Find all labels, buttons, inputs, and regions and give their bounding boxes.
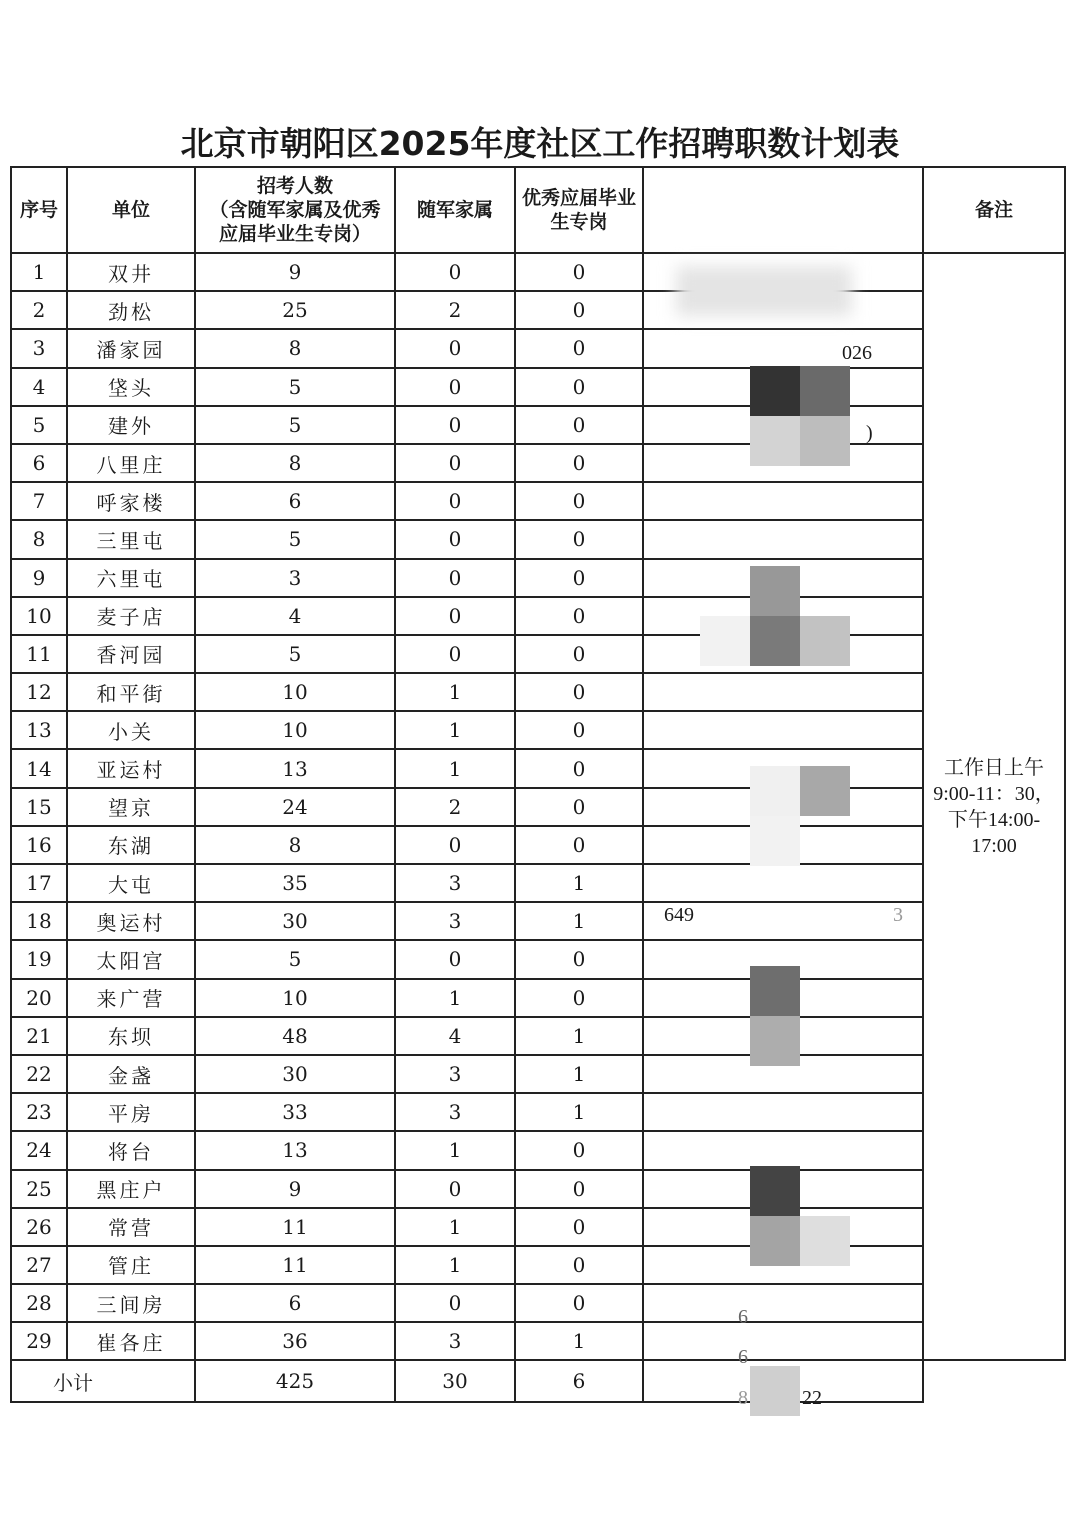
- row-quota: 4: [195, 597, 395, 635]
- row-military: 0: [395, 444, 515, 482]
- row-military: 3: [395, 902, 515, 940]
- row-graduate: 0: [515, 1284, 643, 1322]
- row-graduate: 0: [515, 329, 643, 367]
- table-row: [11, 979, 1065, 1017]
- row-index: 5: [11, 406, 67, 444]
- row-quota: 6: [195, 1284, 395, 1322]
- row-graduate: 0: [515, 253, 643, 291]
- row-graduate: 0: [515, 788, 643, 826]
- row-graduate: 0: [515, 749, 643, 787]
- redaction-blur: [676, 266, 852, 316]
- row-graduate: 0: [515, 1208, 643, 1246]
- row-military: 0: [395, 826, 515, 864]
- row-phone-redacted: [643, 1131, 923, 1169]
- row-graduate: 0: [515, 368, 643, 406]
- table-row: [11, 940, 1065, 978]
- phone-fragment: 649: [664, 904, 694, 926]
- header-quota-line: 应届毕业生专岗）: [218, 223, 371, 245]
- phone-fragment: 6: [738, 1306, 748, 1328]
- row-index: 25: [11, 1170, 67, 1208]
- redaction-mosaic: [750, 1016, 800, 1066]
- header-graduate-line: 生专岗: [550, 211, 608, 233]
- row-graduate: 1: [515, 1322, 643, 1360]
- row-index: 6: [11, 444, 67, 482]
- table-row: [11, 1246, 1065, 1284]
- row-index: 12: [11, 673, 67, 711]
- row-graduate: 0: [515, 406, 643, 444]
- row-quota: 30: [195, 1055, 395, 1093]
- redaction-mosaic: [700, 616, 750, 666]
- redaction-mosaic: [800, 366, 850, 416]
- row-graduate: 0: [515, 1131, 643, 1169]
- redaction-mosaic: [750, 966, 800, 1016]
- row-military: 0: [395, 253, 515, 291]
- redaction-mosaic: [800, 766, 850, 816]
- row-unit: 建外: [67, 406, 195, 444]
- row-index: 4: [11, 368, 67, 406]
- row-military: 0: [395, 635, 515, 673]
- redaction-mosaic: [800, 416, 850, 466]
- row-unit: 奥运村: [67, 902, 195, 940]
- row-graduate: 0: [515, 520, 643, 558]
- remark-line: 9:00-11：30，: [933, 782, 1055, 805]
- header-quota: [195, 167, 395, 253]
- row-military: 3: [395, 1322, 515, 1360]
- row-military: 0: [395, 329, 515, 367]
- row-phone-redacted: [643, 1284, 923, 1322]
- row-quota: 5: [195, 940, 395, 978]
- row-phone-redacted: [643, 711, 923, 749]
- row-quota: 30: [195, 902, 395, 940]
- redaction-mosaic: [750, 1166, 800, 1216]
- row-quota: 8: [195, 329, 395, 367]
- table-row: [11, 520, 1065, 558]
- table-row: [11, 864, 1065, 902]
- row-quota: 35: [195, 864, 395, 902]
- row-unit: 太阳宫: [67, 940, 195, 978]
- row-unit: 亚运村: [67, 749, 195, 787]
- phone-fragment: ): [866, 422, 873, 444]
- row-unit: 将台: [67, 1131, 195, 1169]
- row-military: 0: [395, 406, 515, 444]
- row-unit: 望京: [67, 788, 195, 826]
- row-index: 28: [11, 1284, 67, 1322]
- row-military: 4: [395, 1017, 515, 1055]
- row-quota: 10: [195, 979, 395, 1017]
- row-quota: 13: [195, 749, 395, 787]
- row-military: 0: [395, 559, 515, 597]
- total-military: 30: [395, 1360, 515, 1402]
- table-row: [11, 1208, 1065, 1246]
- row-unit: 劲松: [67, 291, 195, 329]
- row-quota: 10: [195, 673, 395, 711]
- row-index: 2: [11, 291, 67, 329]
- row-index: 9: [11, 559, 67, 597]
- redaction-mosaic: [750, 416, 800, 466]
- row-graduate: 0: [515, 826, 643, 864]
- row-index: 16: [11, 826, 67, 864]
- row-index: 18: [11, 902, 67, 940]
- row-index: 1: [11, 253, 67, 291]
- remark-line: 下午14:00-: [947, 808, 1041, 831]
- row-quota: 13: [195, 1131, 395, 1169]
- row-quota: 8: [195, 444, 395, 482]
- row-military: 3: [395, 864, 515, 902]
- row-military: 0: [395, 597, 515, 635]
- header-phone-redacted: [643, 167, 923, 253]
- row-index: 13: [11, 711, 67, 749]
- row-graduate: 0: [515, 597, 643, 635]
- row-quota: 33: [195, 1093, 395, 1131]
- header-military: 随军家属: [395, 167, 515, 253]
- redaction-mosaic: [750, 816, 800, 866]
- row-index: 3: [11, 329, 67, 367]
- redaction-mosaic: [800, 1216, 850, 1266]
- row-unit: 金盏: [67, 1055, 195, 1093]
- row-military: 1: [395, 1131, 515, 1169]
- row-military: 0: [395, 482, 515, 520]
- row-quota: 9: [195, 1170, 395, 1208]
- table-row: [11, 788, 1065, 826]
- redaction-mosaic: [750, 766, 800, 816]
- total-graduate: 6: [515, 1360, 643, 1402]
- table-row: [11, 559, 1065, 597]
- table-row: [11, 1055, 1065, 1093]
- row-unit: 六里屯: [67, 559, 195, 597]
- row-military: 1: [395, 749, 515, 787]
- row-unit: 常营: [67, 1208, 195, 1246]
- row-military: 1: [395, 1246, 515, 1284]
- row-unit: 东坝: [67, 1017, 195, 1055]
- table-row: [11, 635, 1065, 673]
- header-quota-line: （含随军家属及优秀: [209, 199, 381, 221]
- row-graduate: 1: [515, 902, 643, 940]
- row-index: 22: [11, 1055, 67, 1093]
- row-unit: 来广营: [67, 979, 195, 1017]
- row-graduate: 0: [515, 291, 643, 329]
- row-graduate: 1: [515, 1017, 643, 1055]
- table-row: [11, 902, 1065, 940]
- table-row: [11, 1322, 1065, 1360]
- table-row: [11, 482, 1065, 520]
- row-quota: 36: [195, 1322, 395, 1360]
- row-military: 0: [395, 1284, 515, 1322]
- row-graduate: 0: [515, 1246, 643, 1284]
- row-graduate: 0: [515, 444, 643, 482]
- row-unit: 崔各庄: [67, 1322, 195, 1360]
- row-quota: 5: [195, 520, 395, 558]
- row-military: 1: [395, 979, 515, 1017]
- table-row: [11, 749, 1065, 787]
- table-row: [11, 597, 1065, 635]
- row-unit: 潘家园: [67, 329, 195, 367]
- row-military: 2: [395, 788, 515, 826]
- row-phone-redacted: [643, 329, 923, 367]
- row-military: 1: [395, 711, 515, 749]
- row-graduate: 1: [515, 1093, 643, 1131]
- row-graduate: 0: [515, 711, 643, 749]
- row-military: 1: [395, 673, 515, 711]
- redaction-mosaic: [750, 1216, 800, 1266]
- table-row: [11, 826, 1065, 864]
- row-unit: 麦子店: [67, 597, 195, 635]
- row-quota: 9: [195, 253, 395, 291]
- table-row: [11, 673, 1065, 711]
- phone-fragment: 22: [802, 1387, 822, 1409]
- row-military: 0: [395, 940, 515, 978]
- row-military: 0: [395, 1170, 515, 1208]
- row-index: 8: [11, 520, 67, 558]
- row-graduate: 0: [515, 635, 643, 673]
- table-row: [11, 711, 1065, 749]
- row-index: 29: [11, 1322, 67, 1360]
- total-label: 小计: [11, 1360, 195, 1402]
- table-row: [11, 1170, 1065, 1208]
- redaction-mosaic: [750, 616, 800, 666]
- row-unit: 垡头: [67, 368, 195, 406]
- row-unit: 香河园: [67, 635, 195, 673]
- recruitment-table: [10, 166, 1066, 1403]
- header-graduate-line: 优秀应届毕业: [521, 187, 636, 209]
- row-unit: 三间房: [67, 1284, 195, 1322]
- row-quota: 5: [195, 635, 395, 673]
- table-row: [11, 253, 1065, 291]
- redaction-mosaic: [750, 1366, 800, 1416]
- row-phone-redacted: [643, 1093, 923, 1131]
- row-phone-redacted: [643, 520, 923, 558]
- row-quota: 24: [195, 788, 395, 826]
- table-row: [11, 1131, 1065, 1169]
- row-military: 3: [395, 1093, 515, 1131]
- row-military: 2: [395, 291, 515, 329]
- row-index: 7: [11, 482, 67, 520]
- row-military: 1: [395, 1208, 515, 1246]
- row-phone-redacted: [643, 482, 923, 520]
- row-military: 3: [395, 1055, 515, 1093]
- total-quota: 425: [195, 1360, 395, 1402]
- row-quota: 10: [195, 711, 395, 749]
- row-unit: 东湖: [67, 826, 195, 864]
- row-index: 27: [11, 1246, 67, 1284]
- table-row: [11, 368, 1065, 406]
- row-index: 26: [11, 1208, 67, 1246]
- row-phone-redacted: [643, 864, 923, 902]
- row-unit: 双井: [67, 253, 195, 291]
- row-index: 15: [11, 788, 67, 826]
- row-index: 14: [11, 749, 67, 787]
- row-index: 19: [11, 940, 67, 978]
- table-row: [11, 444, 1065, 482]
- table-row: [11, 1093, 1065, 1131]
- row-graduate: 0: [515, 940, 643, 978]
- table-row: [11, 329, 1065, 367]
- row-index: 20: [11, 979, 67, 1017]
- table-row: [11, 291, 1065, 329]
- header-unit: 单位: [67, 167, 195, 253]
- row-quota: 25: [195, 291, 395, 329]
- row-unit: 和平街: [67, 673, 195, 711]
- row-index: 23: [11, 1093, 67, 1131]
- header-graduate: [515, 167, 643, 253]
- row-phone-redacted: [643, 1322, 923, 1360]
- table-row: [11, 406, 1065, 444]
- row-graduate: 0: [515, 1170, 643, 1208]
- row-graduate: 1: [515, 1055, 643, 1093]
- redaction-mosaic: [800, 616, 850, 666]
- row-unit: 呼家楼: [67, 482, 195, 520]
- row-unit: 管庄: [67, 1246, 195, 1284]
- row-phone-redacted: [643, 673, 923, 711]
- row-quota: 6: [195, 482, 395, 520]
- header-quota-line: 招考人数: [256, 175, 333, 197]
- row-unit: 小关: [67, 711, 195, 749]
- header-remark: 备注: [923, 167, 1065, 253]
- row-quota: 8: [195, 826, 395, 864]
- redaction-mosaic: [750, 566, 800, 616]
- row-graduate: 0: [515, 482, 643, 520]
- row-quota: 11: [195, 1246, 395, 1284]
- phone-fragment: 6: [738, 1346, 748, 1368]
- header-index: 序号: [11, 167, 67, 253]
- row-quota: 3: [195, 559, 395, 597]
- row-quota: 11: [195, 1208, 395, 1246]
- row-index: 11: [11, 635, 67, 673]
- row-graduate: 0: [515, 559, 643, 597]
- phone-fragment: 8: [738, 1387, 748, 1409]
- table-row: [11, 1284, 1065, 1322]
- redaction-mosaic: [750, 366, 800, 416]
- row-unit: 大屯: [67, 864, 195, 902]
- row-unit: 三里屯: [67, 520, 195, 558]
- row-graduate: 0: [515, 673, 643, 711]
- row-graduate: 1: [515, 864, 643, 902]
- row-graduate: 0: [515, 979, 643, 1017]
- row-unit: 平房: [67, 1093, 195, 1131]
- row-index: 10: [11, 597, 67, 635]
- row-quota: 5: [195, 406, 395, 444]
- phone-fragment: 026: [842, 342, 872, 364]
- row-quota: 48: [195, 1017, 395, 1055]
- row-unit: 黑庄户: [67, 1170, 195, 1208]
- row-unit: 八里庄: [67, 444, 195, 482]
- table-row: [11, 1017, 1065, 1055]
- row-index: 17: [11, 864, 67, 902]
- phone-fragment: 3: [893, 904, 903, 926]
- total-row: [11, 1360, 1065, 1402]
- row-military: 0: [395, 368, 515, 406]
- page-title: 北京市朝阳区2025年度社区工作招聘职数计划表: [180, 124, 900, 163]
- row-index: 21: [11, 1017, 67, 1055]
- row-index: 24: [11, 1131, 67, 1169]
- remark-line: 工作日上午: [944, 756, 1044, 779]
- remark-cell: [923, 253, 1065, 1360]
- row-military: 0: [395, 520, 515, 558]
- header-row: [11, 167, 1065, 253]
- remark-line: 17:00: [971, 834, 1017, 857]
- row-quota: 5: [195, 368, 395, 406]
